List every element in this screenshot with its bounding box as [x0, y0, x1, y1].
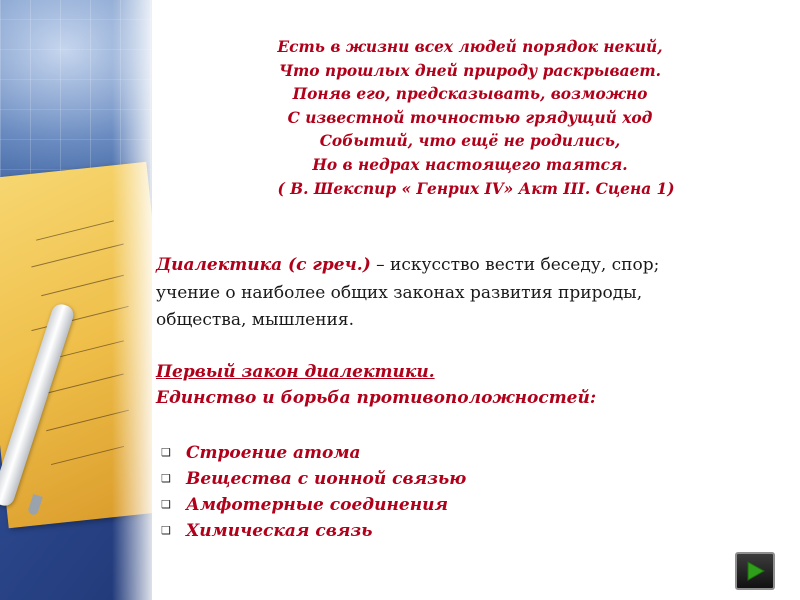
list-item [160, 466, 466, 492]
list-item-label: Амфотерные соединения [186, 495, 448, 515]
play-triangle-icon [743, 559, 767, 583]
quote-source: ( В. Шекспир « Генрих IV» Акт III. Сцена 1) [277, 179, 675, 198]
definition-line-2: учение о наиболее общих законах развития природы, [156, 282, 643, 303]
quote-line: Есть в жизни всех людей порядок некий, [277, 38, 663, 56]
list-item-label: Вещества с ионной связью [186, 469, 467, 489]
definition-term: Диалектика (с греч.) [156, 255, 371, 275]
checkbox-icon: ❑ [161, 446, 171, 459]
law-block [156, 359, 756, 411]
quote-line: Но в недрах настоящего таятся. [312, 155, 628, 174]
checkbox-icon: ❑ [161, 524, 171, 537]
checkbox-icon: ❑ [161, 498, 171, 511]
decorative-photo [0, 0, 152, 600]
definition-text: – искусство вести беседу, спор; [370, 255, 660, 275]
quote-line: Что прошлых дней природу раскрывает. [278, 61, 662, 80]
definition-line-3: общества, мышления. [156, 310, 354, 330]
quote-block [200, 36, 740, 201]
quote-line: Событий, что ещё не родились, [319, 132, 621, 151]
list-item-label: Строение атома [186, 443, 361, 463]
law-subtitle: Единство и борьба противоположностей: [156, 388, 597, 408]
examples-list [160, 440, 466, 544]
law-title: Первый закон диалектики. [156, 362, 435, 382]
definition-block [156, 252, 756, 335]
list-item [160, 518, 466, 544]
next-slide-button[interactable] [735, 552, 775, 590]
quote-line: С известной точностью грядущий ход [287, 108, 653, 127]
quote-line: Поняв его, предсказывать, возможно [292, 85, 648, 104]
list-item [160, 492, 466, 518]
list-item-label: Химическая связь [186, 521, 373, 541]
checkbox-icon: ❑ [161, 472, 171, 485]
definition-line-1 [156, 252, 756, 280]
list-item [160, 440, 466, 466]
